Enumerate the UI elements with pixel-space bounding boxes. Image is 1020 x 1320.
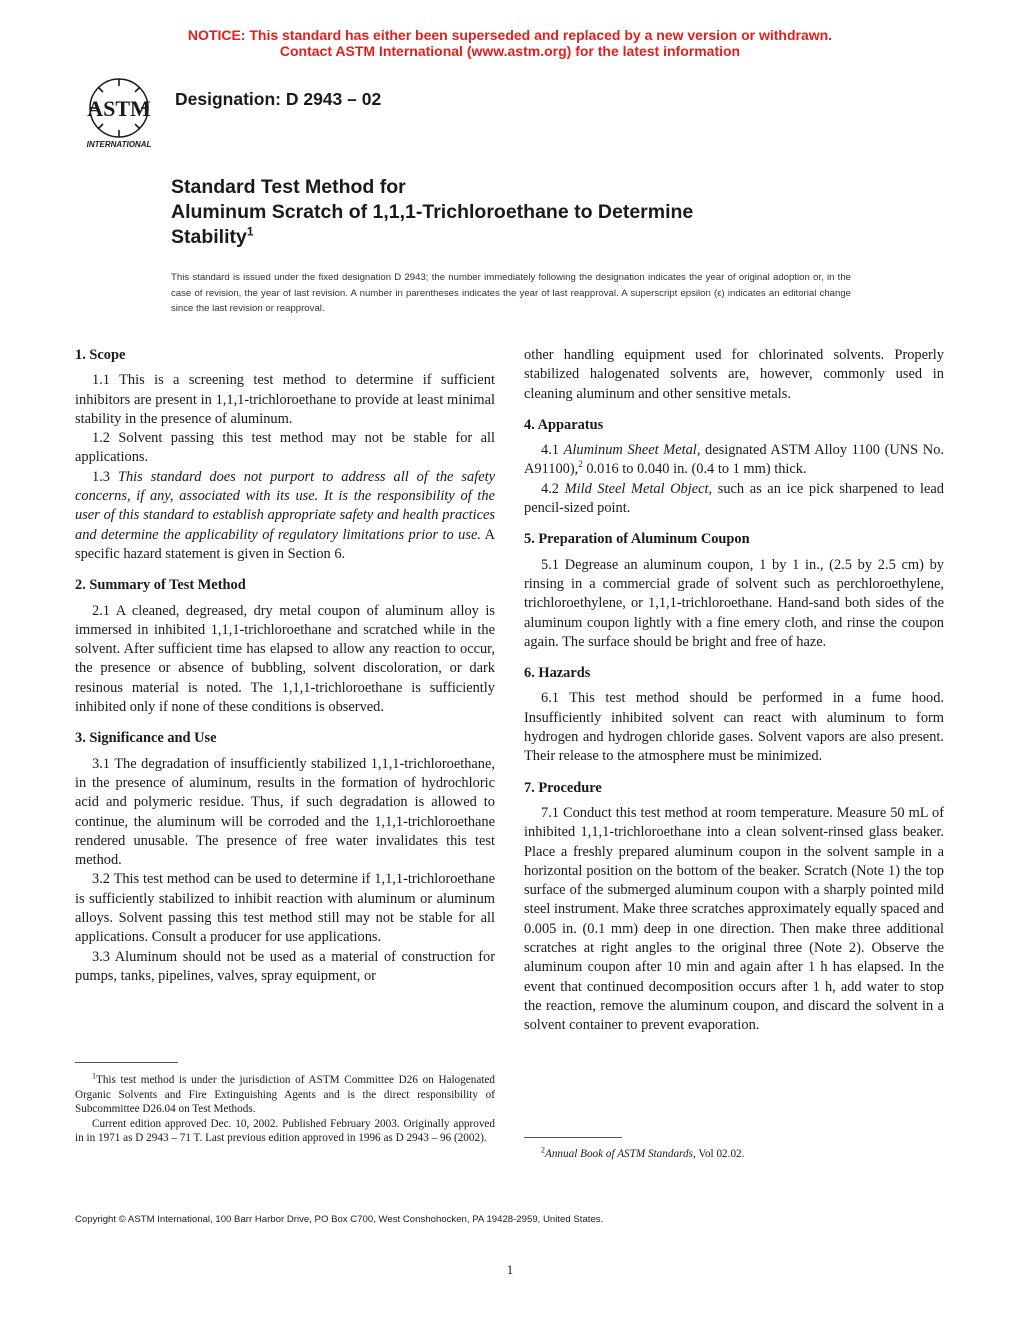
paragraph-4-1: 4.1 Aluminum Sheet Metal, designated ASTM Alloy 1100 (UNS No. A91100),$^2$ 0.016 to 0.040 in. (0.4 to 1 mm) thick. (524, 442, 944, 478)
svg-text:INTERNATIONAL: INTERNATIONAL (86, 140, 152, 149)
paragraph-3-3: 3.3 Aluminum should not be used as a material of construction for pumps, tanks, pipelines, valves, spray equipment, or (75, 948, 495, 984)
svg-text:ASTM: ASTM (87, 96, 151, 121)
footnote-1: $^1$This test method is under the jurisdiction of ASTM Committee D26 on Halogenated Organic Solvents and Fire Extinguishing Agents and is the direct responsibility of Subcommittee D26.04 on Test Methods. Current edition approved Dec. 10, 2002. Published February 2003. Originally approved in in 1971 as D 2943 – 71 T. Last previous edition approved in 1996 as D 2943 – 96 (2002). (75, 1071, 495, 1144)
paragraph-3-3-continued: other handling equipment used for chlorinated solvents. Properly stabilized halogenated solvents are, however, commonly used in cleaning aluminum and other sensitive metals. (524, 347, 944, 402)
title-footnote-mark: 1 (246, 224, 254, 239)
section-heading-procedure: 7. Procedure (524, 779, 602, 796)
paragraph-7-1: 7.1 Conduct this test method at room temperature. Measure 50 mL of inhibited 1,1,1-trichloroethane into a clean solvent-rinsed glass beaker. Place a freshly prepared aluminum coupon in the solvent sample in a horizontal position on the bottom of the beaker. Scratch (Note 1) the top surface of the submerged aluminum coupon with a sharply pointed mild steel instrument. Make three scratches approximately equally spaced and 0.005 in. (0.1 mm) deep in one direction. Then make three additional scratches at right angles to the original three (Note 2). Observe the aluminum coupon after 10 min and again after 1 h has elapsed. In the event that continued decomposition occurs after 1 h, add water to stop the reaction, remove the aluminum coupon, and discard the solvent in a solvent container to prevent evaporation. (524, 804, 944, 1034)
paragraph-3-1: 3.1 The degradation of insufficiently stabilized 1,1,1-trichloroethane, in the presence of aluminum, results in the formation of hydrochloric acid and polymeric residue. Thus, if such degradation is allowed to continue, the aluminum will be corroded and the 1,1,1-trichloroethane rendered unusable. The presence of free water invalidates this test method. (75, 755, 495, 869)
title-line-3: Stability$^1$ (171, 224, 254, 248)
footnote-1-approval: Current edition approved Dec. 10, 2002. Published February 2003. Originally approved in in 1971 as D 2943 – 71 T. Last previous edition approved in 1996 as D 2943 – 96 (2002). (75, 1117, 495, 1144)
paragraph-5-1: 5.1 Degrease an aluminum coupon, 1 by 1 in., (2.5 by 2.5 cm) by rinsing in a commercial grade of solvent such as perchloroethylene, trichloroethylene, or 1,1,1-trichloroethane. Hand-sand both sides of the aluminum coupon lightly with a fine emery cloth, and rinse the coupon again. The surface should be bright and free of haze. (524, 556, 944, 650)
title-line-1: Standard Test Method for (171, 176, 406, 198)
footnote-divider (75, 1062, 178, 1063)
document-title (171, 175, 891, 250)
paragraph-1-2: 1.2 Solvent passing this test method may not be stable for all applications. (75, 430, 495, 466)
notice-line-1: NOTICE: This standard has either been superseded and replaced by a new version or withdrawn. (187, 27, 833, 43)
title-line-2: Aluminum Scratch of 1,1,1-Trichloroethane to Determine (171, 201, 694, 223)
paragraph-1-3: 1.3 This standard does not purport to address all of the safety concerns, if any, associated with its use. It is the responsibility of the user of this standard to establish appropriate safety and health practices and determine the applicability of regulatory limitations prior to use. A specific hazard statement is given in Section 6. (75, 468, 495, 562)
left-column (75, 346, 495, 986)
right-column (524, 346, 944, 1036)
issuance-statement: This standard is issued under the fixed designation D 2943; the number immediately following the designation indicates the year of original adoption or, in the case of revision, the year of last revision. A number in parentheses indicates the year of last reapproval. A superscript epsilon (ϵ) indicates an editorial change since the last revision or reapproval. (171, 272, 851, 314)
paragraph-1-1: 1.1 This is a screening test method to determine if sufficient inhibitors are present in 1,1,1-trichloroethane to provide at least minimal stability in the presence of aluminum. (75, 372, 495, 427)
section-heading-scope: 1. Scope (75, 347, 126, 363)
paragraph-3-2: 3.2 This test method can be used to determine if 1,1,1-trichloroethane is sufficiently stabilized to inhibit reaction with aluminum or aluminum alloys. Solvent passing this test method still may not be stable for all applications. Consult a producer for use applications. (75, 871, 495, 946)
section-heading-significance: 3. Significance and Use (75, 730, 217, 747)
paragraph-4-2: 4.2 Mild Steel Metal Object, such as an ice pick sharpened to lead pencil-sized point. (524, 480, 944, 517)
paragraph-2-1: 2.1 A cleaned, degreased, dry metal coupon of aluminum alloy is immersed in inhibited 1,1,1-trichloroethane and scratched while in the solvent. After sufficient time has elapsed to allow any reaction to occur, the presence or absence of bubbling, solvent discoloration, or dark resinous material is noted. The 1,1,1-trichloroethane is sufficiently inhibited only if none of these conditions is observed. (75, 602, 495, 716)
footnote-2: $^2$Annual Book of ASTM Standards, Vol 02.02. (541, 1145, 745, 1160)
section-heading-hazards: 6. Hazards (524, 665, 591, 682)
designation: Designation: D 2943 – 02 (175, 89, 382, 109)
section-heading-apparatus: 4. Apparatus (524, 416, 604, 433)
notice-line-2: Contact ASTM International (www.astm.org) for the latest information (279, 43, 741, 59)
section-heading-preparation: 5. Preparation of Aluminum Coupon (524, 531, 750, 548)
copyright-line: Copyright © ASTM International, 100 Barr Harbor Drive, PO Box C700, West Conshohocken, PA 19428-2959, United States. (75, 1214, 604, 1225)
paragraph-6-1: 6.1 This test method should be performed in a fume hood. Insufficiently inhibited solvent can react with aluminum to form hydrogen and hydrogen chloride gases. Solvent vapors are also present. Their release to the atmosphere must be minimized. (524, 690, 944, 765)
footnote-divider-right (524, 1137, 622, 1138)
withdrawal-notice (0, 27, 1020, 59)
section-heading-summary: 2. Summary of Test Method (75, 577, 246, 594)
astm-logo-icon (76, 76, 162, 152)
page-number: 1 (506, 1262, 514, 1277)
